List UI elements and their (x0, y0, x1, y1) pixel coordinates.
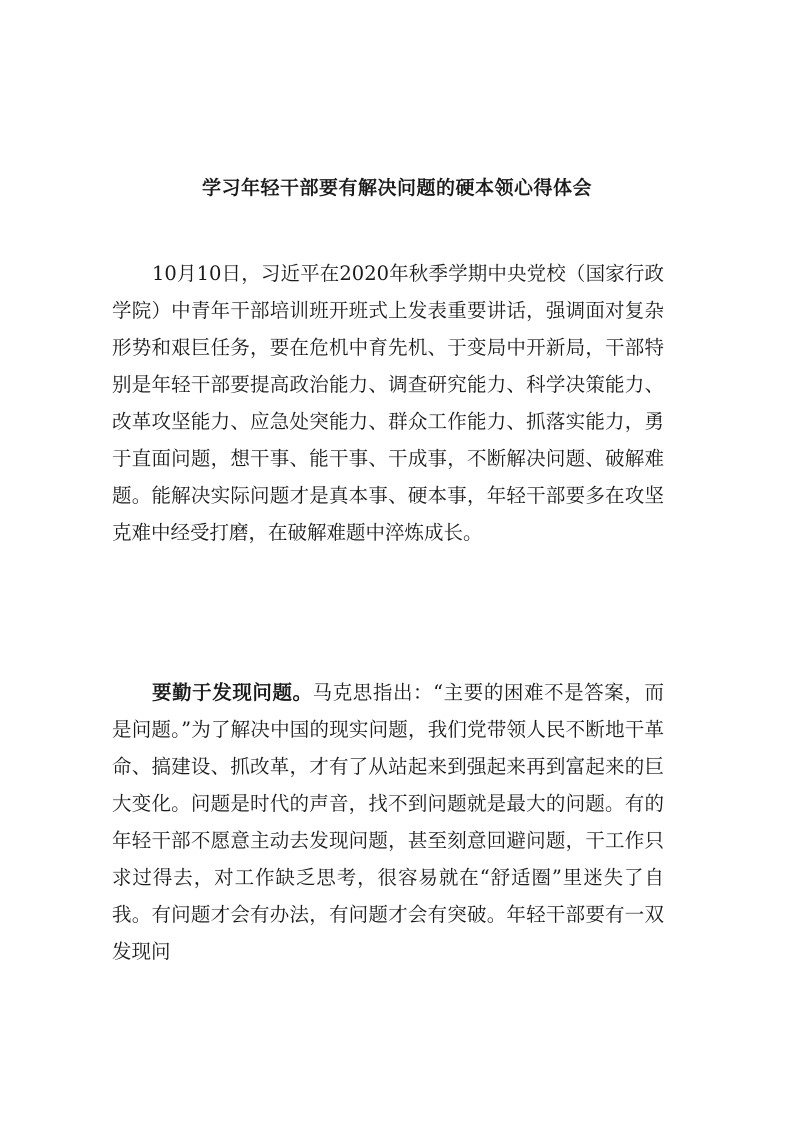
paragraph-text: 马克思指出：“主要的困难不是答案，而是问题。”为了解决中国的现实问题，我们党带领人民不断地干革命、搞建设、抓改革，才有了从站起来到强起来再到富起来的巨大变化。问题是时代的声音，找不到问题就是最大的问题。有的年轻干部不愿意主动去发现问题，甚至刻意回避问题，干工作只求过得去，对工作缺乏思考，很容易就在“舒适圈”里迷失了自我。有问题才会有办法，有问题才会有突破。年轻干部要有一双发现问 (112, 681, 664, 963)
paragraph-intro (112, 255, 664, 551)
document-title: 学习年轻干部要有解决问题的硬本领心得体会 (201, 177, 592, 199)
paragraph-text: 10月10日，习近平在2020年秋季学期中央党校（国家行政学院）中青年干部培训班开班式上发表重要讲话，强调面对复杂形势和艰巨任务，要在危机中育先机、于变局中开新局，干部特别是年轻干部要提高政治能力、调查研究能力、科学决策能力、改革攻坚能力、应急处突能力、群众工作能力、抓落实能力，勇于直面问题，想干事、能干事、干成事，不断解决问题、破解难题。能解决实际问题才是真本事、硬本事，年轻干部要多在攻坚克难中经受打磨，在破解难题中淬炼成长。 (112, 262, 664, 544)
paragraph-discover-problems (112, 674, 664, 970)
paragraph-lead: 要勤于发现问题。 (152, 681, 313, 704)
